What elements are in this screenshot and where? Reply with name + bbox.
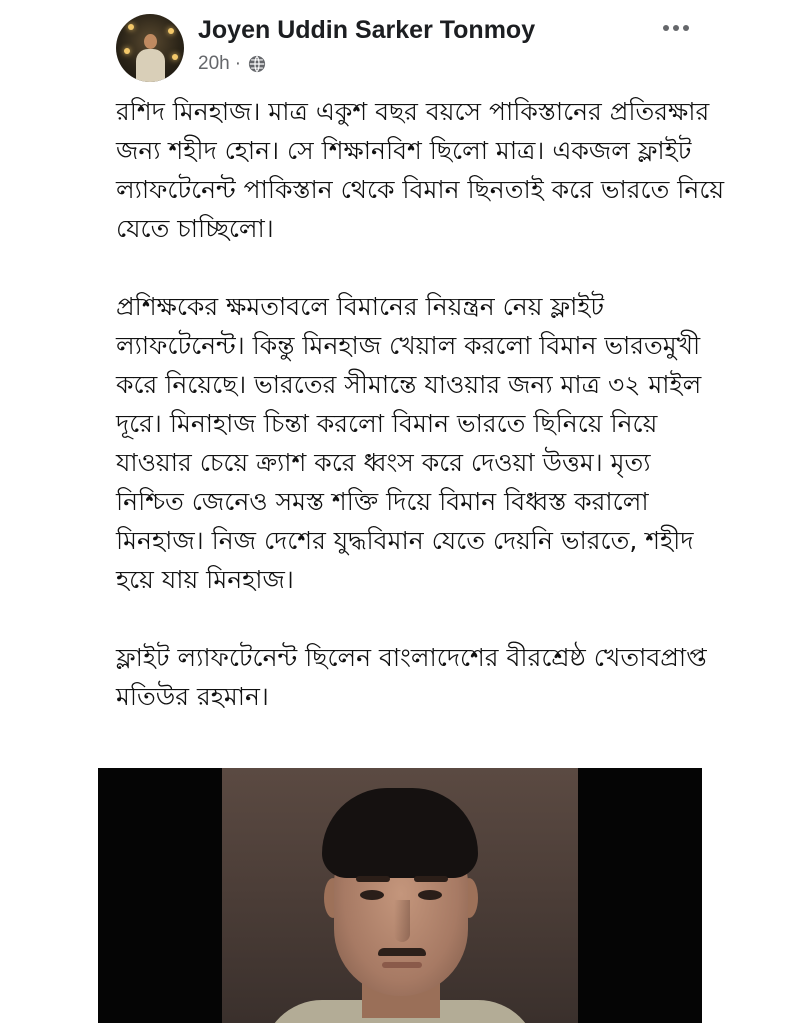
author-name[interactable]: Joyen Uddin Sarker Tonmoy bbox=[198, 16, 536, 44]
post-photo[interactable] bbox=[98, 768, 702, 1023]
post-meta bbox=[198, 51, 266, 77]
globe-icon[interactable] bbox=[248, 55, 266, 73]
post-time[interactable]: 20h bbox=[198, 53, 230, 74]
post-paragraph: প্রশিক্ষকের ক্ষমতাবলে বিমানের নিয়ন্ত্রন নেয় ফ্লাইট ল্যাফটেনেন্ট। কিন্তু মিনহাজ খেয়াল করলো বিমান ভারতমুখী করে নিয়েছে। ভারতের সীমান্তে যাওয়ার জন্য মাত্র ৩২ মাইল দূরে। মিনাহাজ চিন্তা করলো বিমান ভারতে ছিনিয়ে নিয়ে যাওয়ার চেয়ে ক্র্যাশ করে ধ্বংস করে দেওয়া উত্তম। মৃত্য নিশ্চিত জেনেও সমস্ত শক্তি দিয়ে বিমান বিধ্বস্ত করালো মিনহাজ। নিজ দেশের যুদ্ধবিমান যেতে দেয়নি ভারতে, শহীদ হয়ে যায় মিনহাজ। bbox=[116, 292, 702, 594]
post-header bbox=[116, 14, 696, 82]
post-paragraph: ফ্লাইট ল্যাফটেনেন্ট ছিলেন বাংলাদেশের বীরশ্রেষ্ঠ খেতাবপ্রাপ্ত মতিউর রহমান। bbox=[116, 643, 707, 711]
more-options-button[interactable] bbox=[656, 16, 696, 40]
meta-separator: · bbox=[234, 53, 242, 74]
more-dots-icon bbox=[663, 25, 669, 31]
portrait-photo bbox=[222, 768, 578, 1023]
author-avatar[interactable] bbox=[116, 14, 184, 82]
post-paragraph: রশিদ মিনহাজ। মাত্র একুশ বছর বয়সে পাকিস্তানের প্রতিরক্ষার জন্য শহীদ হোন। সে শিক্ষানবিশ ছিলো মাত্র। একজল ফ্লাইট ল্যাফটেনেন্ট পাকিস্তান থেকে বিমান ছিনতাই করে ভারতে নিয়ে যেতে চাচ্ছিলো। bbox=[116, 97, 725, 243]
post-text bbox=[116, 92, 726, 716]
